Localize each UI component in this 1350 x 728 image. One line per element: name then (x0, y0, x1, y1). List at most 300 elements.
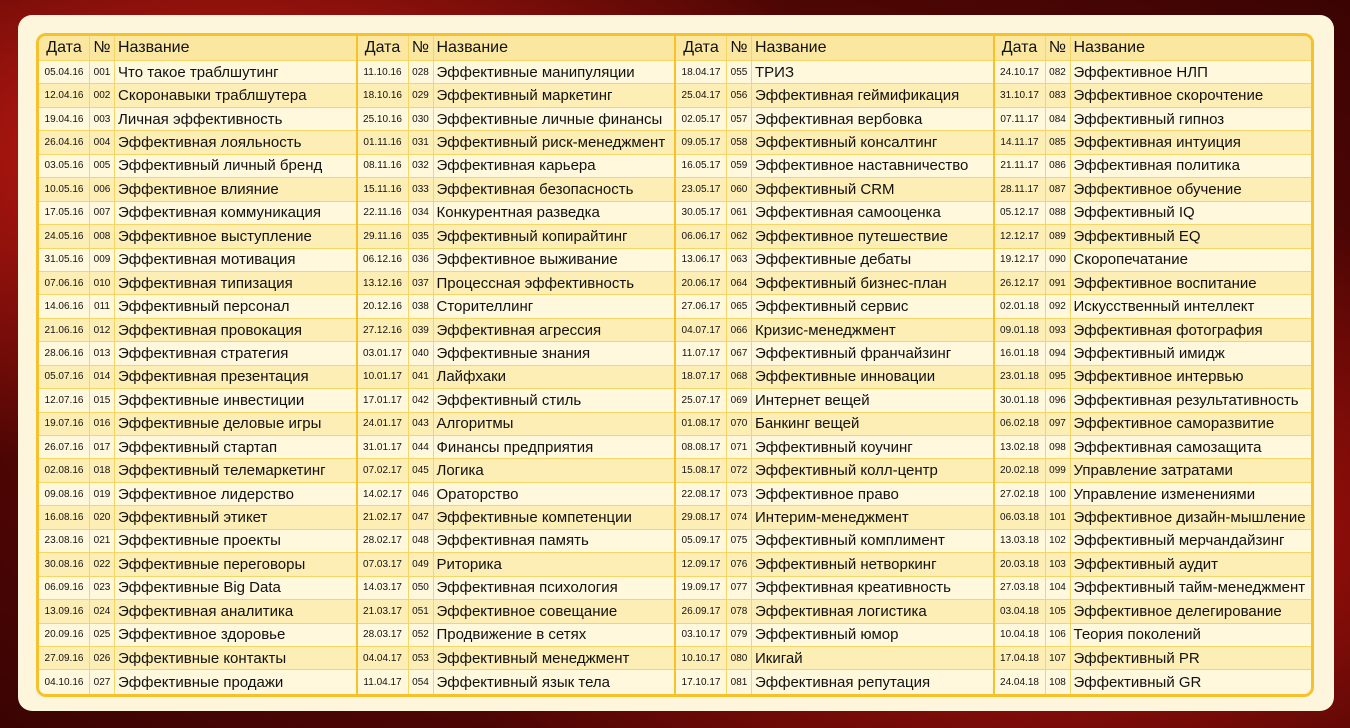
table-row (39, 670, 356, 693)
table-row (358, 178, 675, 201)
cell-name: Скоропечатание (1073, 251, 1188, 269)
cell-num: 005 (90, 155, 115, 177)
cell-date: 28.06.16 (39, 342, 90, 364)
cell-name: Управление затратами (1073, 462, 1233, 480)
cell-num: 028 (409, 61, 434, 83)
header-num: № (90, 36, 115, 60)
cell-date: 06.06.17 (676, 225, 727, 247)
cell-name: Эффективный менеджмент (436, 649, 630, 667)
cell-num: 075 (727, 530, 752, 552)
cell-num: 041 (409, 366, 434, 388)
cell-num: 082 (1046, 61, 1071, 83)
cell-num: 002 (90, 84, 115, 106)
cell-name: Эффективное обучение (1073, 180, 1242, 198)
cell-num: 015 (90, 389, 115, 411)
cell-date: 09.05.17 (676, 131, 727, 153)
table-row (995, 108, 1312, 131)
cell-name: Эффективные компетенции (436, 509, 632, 527)
cell-num: 066 (727, 319, 752, 341)
cell-date: 14.02.17 (358, 483, 409, 505)
cell-date: 29.08.17 (676, 506, 727, 528)
header-num: № (727, 36, 752, 60)
cell-num: 064 (727, 272, 752, 294)
cell-date: 13.03.18 (995, 530, 1046, 552)
cell-num: 020 (90, 506, 115, 528)
table-row (39, 647, 356, 670)
table-row (358, 553, 675, 576)
cell-date: 13.12.16 (358, 272, 409, 294)
cell-date: 10.04.18 (995, 624, 1046, 646)
cell-date: 25.07.17 (676, 389, 727, 411)
table-header-row (995, 36, 1312, 61)
cell-name: Икигай (755, 649, 803, 667)
cell-num: 048 (409, 530, 434, 552)
cell-date: 27.06.17 (676, 295, 727, 317)
table-row (676, 413, 993, 436)
table-block (674, 36, 993, 694)
cell-name: Ораторство (436, 485, 519, 503)
cell-name: Личная эффективность (118, 110, 283, 128)
cell-num: 086 (1046, 155, 1071, 177)
cell-num: 102 (1046, 530, 1071, 552)
cell-date: 06.12.16 (358, 249, 409, 271)
cell-num: 068 (727, 366, 752, 388)
cell-date: 17.04.18 (995, 647, 1046, 669)
cell-date: 20.12.16 (358, 295, 409, 317)
cell-name: Эффективное право (755, 485, 899, 503)
cell-date: 12.09.17 (676, 553, 727, 575)
cell-num: 008 (90, 225, 115, 247)
cell-num: 014 (90, 366, 115, 388)
cell-name: Эффективный аудит (1073, 555, 1219, 573)
cell-date: 16.01.18 (995, 342, 1046, 364)
table-row (358, 366, 675, 389)
cell-date: 14.11.17 (995, 131, 1046, 153)
table-row (995, 600, 1312, 623)
table-header-row (39, 36, 356, 61)
cell-date: 05.07.16 (39, 366, 90, 388)
table-row (676, 553, 993, 576)
cell-name: Эффективная логистика (755, 602, 927, 620)
table-row (39, 553, 356, 576)
cell-num: 085 (1046, 131, 1071, 153)
table-row (358, 483, 675, 506)
cell-name: Эффективный GR (1073, 673, 1202, 691)
cell-name: Эффективный стиль (436, 391, 582, 409)
cell-num: 087 (1046, 178, 1071, 200)
cell-num: 069 (727, 389, 752, 411)
cell-date: 29.11.16 (358, 225, 409, 247)
cell-name: Эффективное путешествие (755, 227, 948, 245)
cell-num: 047 (409, 506, 434, 528)
cell-date: 24.01.17 (358, 413, 409, 435)
cell-date: 25.04.17 (676, 84, 727, 106)
table-header-row (676, 36, 993, 61)
cell-num: 071 (727, 436, 752, 458)
cell-date: 06.03.18 (995, 506, 1046, 528)
cell-date: 03.01.17 (358, 342, 409, 364)
cell-num: 018 (90, 459, 115, 481)
table-row (676, 155, 993, 178)
table-row (676, 61, 993, 84)
cell-date: 12.04.16 (39, 84, 90, 106)
table-row (676, 600, 993, 623)
cell-num: 017 (90, 436, 115, 458)
cell-date: 22.11.16 (358, 202, 409, 224)
cell-date: 13.02.18 (995, 436, 1046, 458)
cell-name: Что такое траблшутинг (118, 63, 279, 81)
cell-name: Эффективная коммуникация (118, 204, 322, 222)
cell-num: 044 (409, 436, 434, 458)
cell-date: 20.06.17 (676, 272, 727, 294)
table-row (39, 483, 356, 506)
cell-name: Эффективные знания (436, 344, 591, 362)
cell-date: 08.08.17 (676, 436, 727, 458)
table-row (358, 319, 675, 342)
table-row (39, 225, 356, 248)
cell-num: 084 (1046, 108, 1071, 130)
table-row (358, 624, 675, 647)
cell-num: 072 (727, 459, 752, 481)
cell-num: 096 (1046, 389, 1071, 411)
cell-num: 091 (1046, 272, 1071, 294)
cell-num: 078 (727, 600, 752, 622)
cell-name: Эффективные дебаты (755, 251, 912, 269)
table-row (995, 155, 1312, 178)
cell-date: 31.05.16 (39, 249, 90, 271)
cell-date: 27.02.18 (995, 483, 1046, 505)
cell-date: 30.01.18 (995, 389, 1046, 411)
cell-date: 07.11.17 (995, 108, 1046, 130)
cell-num: 013 (90, 342, 115, 364)
cell-date: 19.12.17 (995, 249, 1046, 271)
table-row (676, 389, 993, 412)
cell-date: 26.12.17 (995, 272, 1046, 294)
cell-num: 036 (409, 249, 434, 271)
table-row (995, 553, 1312, 576)
table-row (995, 342, 1312, 365)
cell-name: Эффективный CRM (755, 180, 895, 198)
table-row (676, 84, 993, 107)
table-row (995, 319, 1312, 342)
cell-name: Эффективный имидж (1073, 344, 1225, 362)
cell-date: 19.04.16 (39, 108, 90, 130)
cell-name: Лайфхаки (436, 368, 507, 386)
cell-num: 059 (727, 155, 752, 177)
cell-name: Эффективный комплимент (755, 532, 945, 550)
cell-name: Эффективное НЛП (1073, 63, 1208, 81)
cell-num: 027 (90, 670, 115, 693)
cell-num: 010 (90, 272, 115, 294)
cell-num: 034 (409, 202, 434, 224)
table-row (358, 506, 675, 529)
cell-name: Эффективное влияние (118, 180, 279, 198)
cell-num: 079 (727, 624, 752, 646)
cell-num: 042 (409, 389, 434, 411)
cell-name: Кризис-менеджмент (755, 321, 896, 339)
cell-name: Управление изменениями (1073, 485, 1256, 503)
cell-num: 035 (409, 225, 434, 247)
cell-date: 19.07.16 (39, 413, 90, 435)
cell-num: 063 (727, 249, 752, 271)
table-row (676, 436, 993, 459)
cell-name: Эффективные деловые игры (118, 415, 322, 433)
table-row (39, 366, 356, 389)
cell-num: 092 (1046, 295, 1071, 317)
table-row (358, 225, 675, 248)
cell-name: Эффективный мерчандайзинг (1073, 532, 1285, 550)
cell-date: 07.06.16 (39, 272, 90, 294)
cell-date: 02.05.17 (676, 108, 727, 130)
cell-name: Процессная эффективность (436, 274, 635, 292)
cell-date: 24.05.16 (39, 225, 90, 247)
cell-num: 038 (409, 295, 434, 317)
header-num: № (1046, 36, 1071, 60)
header-name: Название (118, 39, 190, 56)
table-row (995, 295, 1312, 318)
cell-date: 23.01.18 (995, 366, 1046, 388)
cell-num: 012 (90, 319, 115, 341)
cell-name: Алгоритмы (436, 415, 514, 433)
cell-num: 045 (409, 459, 434, 481)
table-row (995, 272, 1312, 295)
cell-num: 004 (90, 131, 115, 153)
table-row (995, 670, 1312, 693)
cell-name: Эффективная память (436, 532, 589, 550)
cell-name: Эффективная интуиция (1073, 134, 1241, 152)
table-row (995, 178, 1312, 201)
cell-num: 073 (727, 483, 752, 505)
table-row (358, 530, 675, 553)
cell-date: 21.06.16 (39, 319, 90, 341)
cell-num: 032 (409, 155, 434, 177)
cell-num: 031 (409, 131, 434, 153)
cell-name: Эффективный маркетинг (436, 87, 613, 105)
header-name: Название (755, 39, 827, 56)
table-row (39, 155, 356, 178)
table-row (676, 483, 993, 506)
table-row (995, 624, 1312, 647)
cell-date: 28.02.17 (358, 530, 409, 552)
cell-date: 19.09.17 (676, 577, 727, 599)
cell-name: Эффективный сервис (755, 298, 909, 316)
cell-date: 12.12.17 (995, 225, 1046, 247)
cell-num: 094 (1046, 342, 1071, 364)
cell-name: Эффективный копирайтинг (436, 227, 628, 245)
header-name: Название (436, 39, 508, 56)
cell-num: 077 (727, 577, 752, 599)
cell-date: 03.10.17 (676, 624, 727, 646)
cell-name: Эффективный риск-менеджмент (436, 134, 666, 152)
header-date: Дата (358, 36, 409, 60)
table-row (995, 249, 1312, 272)
table-row (39, 249, 356, 272)
table-row (39, 319, 356, 342)
cell-name: Эффективный консалтинг (755, 134, 938, 152)
cell-num: 039 (409, 319, 434, 341)
cell-name: Эффективное выживание (436, 251, 618, 269)
cell-name: Эффективные проекты (118, 532, 281, 550)
cell-name: Эффективные манипуляции (436, 63, 635, 81)
cell-name: Эффективная агрессия (436, 321, 602, 339)
cell-date: 03.05.16 (39, 155, 90, 177)
cell-num: 106 (1046, 624, 1071, 646)
table-row (358, 155, 675, 178)
table-row (358, 108, 675, 131)
cell-num: 009 (90, 249, 115, 271)
cell-date: 17.05.16 (39, 202, 90, 224)
cell-date: 04.07.17 (676, 319, 727, 341)
cell-name: Эффективная репутация (755, 673, 931, 691)
cell-name: Эффективный бизнес-план (755, 274, 947, 292)
cell-date: 17.01.17 (358, 389, 409, 411)
cell-name: Эффективный гипноз (1073, 110, 1225, 128)
cell-name: Эффективная фотография (1073, 321, 1263, 339)
cell-name: Эффективный этикет (118, 509, 268, 527)
cell-num: 054 (409, 670, 434, 693)
cell-num: 083 (1046, 84, 1071, 106)
cell-num: 058 (727, 131, 752, 153)
table-row (676, 202, 993, 225)
cell-num: 095 (1046, 366, 1071, 388)
table-row (358, 84, 675, 107)
table-block (993, 36, 1312, 694)
cell-date: 13.06.17 (676, 249, 727, 271)
cell-name: Конкурентная разведка (436, 204, 600, 222)
cell-name: Риторика (436, 555, 502, 573)
cell-date: 28.03.17 (358, 624, 409, 646)
cell-num: 067 (727, 342, 752, 364)
cell-date: 26.09.17 (676, 600, 727, 622)
table-row (358, 295, 675, 318)
cell-date: 01.11.16 (358, 131, 409, 153)
cell-name: Эффективная карьера (436, 157, 596, 175)
table-row (358, 436, 675, 459)
cell-name: Теория поколений (1073, 626, 1201, 644)
cell-name: Эффективный франчайзинг (755, 344, 952, 362)
cell-name: Эффективное делегирование (1073, 602, 1282, 620)
cell-num: 003 (90, 108, 115, 130)
cell-num: 052 (409, 624, 434, 646)
table-row (39, 577, 356, 600)
table-row (995, 84, 1312, 107)
cell-num: 097 (1046, 413, 1071, 435)
cell-date: 30.05.17 (676, 202, 727, 224)
cell-name: ТРИЗ (755, 63, 795, 81)
cell-num: 023 (90, 577, 115, 599)
table-row (676, 178, 993, 201)
cell-name: Эффективный тайм-менеджмент (1073, 579, 1306, 597)
cell-num: 030 (409, 108, 434, 130)
cell-date: 16.05.17 (676, 155, 727, 177)
cell-date: 26.07.16 (39, 436, 90, 458)
table-row (39, 108, 356, 131)
cell-date: 16.08.16 (39, 506, 90, 528)
table-row (39, 295, 356, 318)
cell-name: Эффективное здоровье (118, 626, 286, 644)
header-num: № (409, 36, 434, 60)
table-row (358, 342, 675, 365)
table-row (995, 202, 1312, 225)
cell-date: 04.10.16 (39, 670, 90, 693)
cell-num: 062 (727, 225, 752, 247)
cell-name: Эффективные контакты (118, 649, 287, 667)
cell-date: 05.12.17 (995, 202, 1046, 224)
header-name: Название (1073, 39, 1145, 56)
table-row (358, 459, 675, 482)
cell-date: 18.04.17 (676, 61, 727, 83)
table-row (676, 459, 993, 482)
cell-num: 007 (90, 202, 115, 224)
cell-date: 07.02.17 (358, 459, 409, 481)
cell-date: 18.10.16 (358, 84, 409, 106)
cell-name: Эффективная мотивация (118, 251, 296, 269)
cell-num: 107 (1046, 647, 1071, 669)
table-header-row (358, 36, 675, 61)
cell-num: 019 (90, 483, 115, 505)
cell-num: 089 (1046, 225, 1071, 247)
cell-num: 108 (1046, 670, 1071, 693)
cell-name: Эффективное лидерство (118, 485, 294, 503)
table-row (995, 225, 1312, 248)
cell-name: Эффективная лояльность (118, 134, 302, 152)
cell-num: 065 (727, 295, 752, 317)
cell-name: Продвижение в сетях (436, 626, 587, 644)
cell-name: Скоронавыки траблшутера (118, 87, 307, 105)
cell-name: Эффективная геймификация (755, 87, 960, 105)
table-row (39, 342, 356, 365)
cell-name: Эффективный юмор (755, 626, 899, 644)
cell-date: 28.11.17 (995, 178, 1046, 200)
cell-name: Эффективная самозащита (1073, 438, 1262, 456)
table-row (676, 366, 993, 389)
cell-name: Эффективная презентация (118, 368, 309, 386)
cell-date: 13.09.16 (39, 600, 90, 622)
table-row (995, 389, 1312, 412)
cell-num: 029 (409, 84, 434, 106)
cell-date: 02.08.16 (39, 459, 90, 481)
cell-num: 024 (90, 600, 115, 622)
cell-num: 076 (727, 553, 752, 575)
cell-num: 074 (727, 506, 752, 528)
table-row (39, 131, 356, 154)
cell-name: Искусственный интеллект (1073, 298, 1255, 316)
cell-name: Эффективные инновации (755, 368, 936, 386)
table-row (676, 272, 993, 295)
cell-name: Эффективный PR (1073, 649, 1200, 667)
cell-name: Эффективное выступление (118, 227, 312, 245)
cell-name: Эффективная самооценка (755, 204, 941, 222)
cell-date: 22.08.17 (676, 483, 727, 505)
cell-date: 21.11.17 (995, 155, 1046, 177)
table-row (358, 202, 675, 225)
table-row (995, 131, 1312, 154)
cell-name: Финансы предприятия (436, 438, 594, 456)
cell-date: 06.09.16 (39, 577, 90, 599)
table-row (39, 459, 356, 482)
table-row (995, 459, 1312, 482)
cell-name: Эффективная безопасность (436, 180, 634, 198)
table-row (358, 600, 675, 623)
cell-date: 10.01.17 (358, 366, 409, 388)
cell-name: Эффективная аналитика (118, 602, 294, 620)
cell-num: 006 (90, 178, 115, 200)
cell-date: 10.05.16 (39, 178, 90, 200)
cell-num: 037 (409, 272, 434, 294)
cell-date: 23.05.17 (676, 178, 727, 200)
table-block (356, 36, 675, 694)
table-row (676, 624, 993, 647)
